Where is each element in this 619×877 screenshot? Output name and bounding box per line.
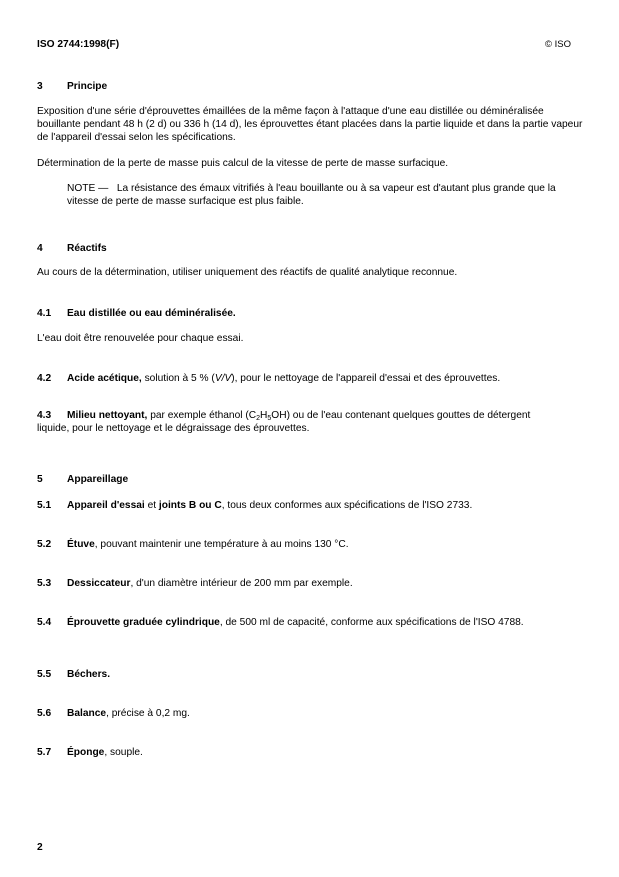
clause-number: 5.4 bbox=[37, 617, 52, 628]
clause-text-part: solution à 5 % ( bbox=[141, 373, 215, 384]
clause-title: Balance bbox=[67, 708, 107, 719]
clause-title: Étuve bbox=[67, 539, 95, 550]
section-3-paragraph-2: Détermination de la perte de masse puis calcul de la vitesse de perte de masse surfacique. bbox=[37, 158, 449, 169]
subscript: 2 bbox=[256, 415, 261, 422]
clause-text-part: par exemple éthanol (C bbox=[147, 410, 257, 421]
clause-5-3 bbox=[37, 577, 592, 590]
section-3-heading bbox=[37, 80, 107, 93]
volume-ratio-symbol: V/V bbox=[214, 373, 232, 384]
clause-number: 4.1 bbox=[37, 308, 52, 319]
section-4-intro: Au cours de la détermination, utiliser uniquement des réactifs de qualité analytique reconnue. bbox=[37, 267, 458, 278]
clause-text-part: ), pour le nettoyage de l'appareil d'essai et des éprouvettes. bbox=[231, 373, 501, 384]
section-title: Appareillage bbox=[67, 474, 129, 485]
clause-number: 5.3 bbox=[37, 578, 52, 589]
note-paragraph bbox=[67, 182, 567, 208]
section-5-heading bbox=[37, 473, 128, 486]
clause-title: joints B ou C bbox=[158, 500, 222, 511]
clause-5-1 bbox=[37, 499, 592, 512]
clause-5-4 bbox=[37, 616, 537, 629]
clause-text-part: , souple. bbox=[104, 747, 143, 758]
section-4-heading bbox=[37, 242, 107, 255]
clause-number: 5.5 bbox=[37, 669, 52, 680]
clause-text-part: OH) ou de l'eau contenant quelques gouttes de détergent liquide, pour le nettoyage et le dégraissage des éprouvettes. bbox=[37, 410, 531, 434]
subscript: 5 bbox=[267, 415, 272, 422]
clause-number: 4.2 bbox=[37, 373, 52, 384]
section-title: Principe bbox=[67, 81, 108, 92]
clause-title: Béchers. bbox=[67, 669, 111, 680]
section-number: 4 bbox=[37, 243, 43, 254]
clause-title: Eau distillée ou eau déminéralisée. bbox=[67, 308, 236, 319]
copyright-notice: © ISO bbox=[544, 39, 571, 50]
clause-text-part: H bbox=[260, 410, 268, 421]
clause-5-6 bbox=[37, 707, 592, 720]
clause-text-part: , de 500 ml de capacité, conforme aux spécifications de l'ISO 4788. bbox=[219, 617, 524, 628]
section-title: Réactifs bbox=[67, 243, 107, 254]
clause-number: 5.2 bbox=[37, 539, 52, 550]
clause-4-1-text: L'eau doit être renouvelée pour chaque essai. bbox=[37, 333, 244, 344]
clause-text-part: et bbox=[144, 500, 159, 511]
note-text: La résistance des émaux vitrifiés à l'eau bouillante ou à sa vapeur est d'autant plus grande que la vitesse de perte de masse surfacique est plus faible. bbox=[67, 183, 556, 207]
clause-text-part: , d'un diamètre intérieur de 200 mm par exemple. bbox=[130, 578, 353, 589]
clause-text-part: , tous deux conformes aux spécifications de l'ISO 2733. bbox=[221, 500, 473, 511]
section-3-paragraph-1: Exposition d'une série d'éprouvettes émaillées de la même façon à l'attaque d'une eau distillée ou déminéralisée bouillante pendant 48 h (2 d) ou 336 h (14 d), les éprouvettes étant placées dans la partie liquide et dans la partie vapeur de l'appareil d'essai selon les spécifications. bbox=[37, 106, 583, 143]
document-id: ISO 2744:1998(F) bbox=[37, 39, 120, 50]
clause-title: Dessiccateur bbox=[67, 578, 131, 589]
section-number: 5 bbox=[37, 474, 43, 485]
clause-title: Appareil d'essai bbox=[67, 500, 145, 511]
clause-title: Acide acétique, bbox=[67, 373, 142, 384]
clause-number: 4.3 bbox=[37, 410, 52, 421]
page-number: 2 bbox=[37, 842, 43, 853]
clause-number: 5.1 bbox=[37, 500, 52, 511]
clause-4-1-heading bbox=[37, 307, 236, 320]
clause-number: 5.6 bbox=[37, 708, 52, 719]
clause-number: 5.7 bbox=[37, 747, 52, 758]
clause-title: Éponge bbox=[67, 747, 105, 758]
clause-title: Éprouvette graduée cylindrique bbox=[67, 617, 220, 628]
clause-4-2 bbox=[37, 372, 592, 385]
clause-5-7 bbox=[37, 746, 592, 759]
note-label: NOTE — bbox=[67, 183, 109, 194]
clause-text-part: , précise à 0,2 mg. bbox=[106, 708, 190, 719]
clause-text-part: , pouvant maintenir une température à au moins 130 °C. bbox=[94, 539, 349, 550]
section-number: 3 bbox=[37, 81, 43, 92]
clause-5-2 bbox=[37, 538, 592, 551]
clause-title: Milieu nettoyant, bbox=[67, 410, 148, 421]
clause-5-5 bbox=[37, 668, 592, 681]
clause-4-3 bbox=[37, 409, 557, 435]
